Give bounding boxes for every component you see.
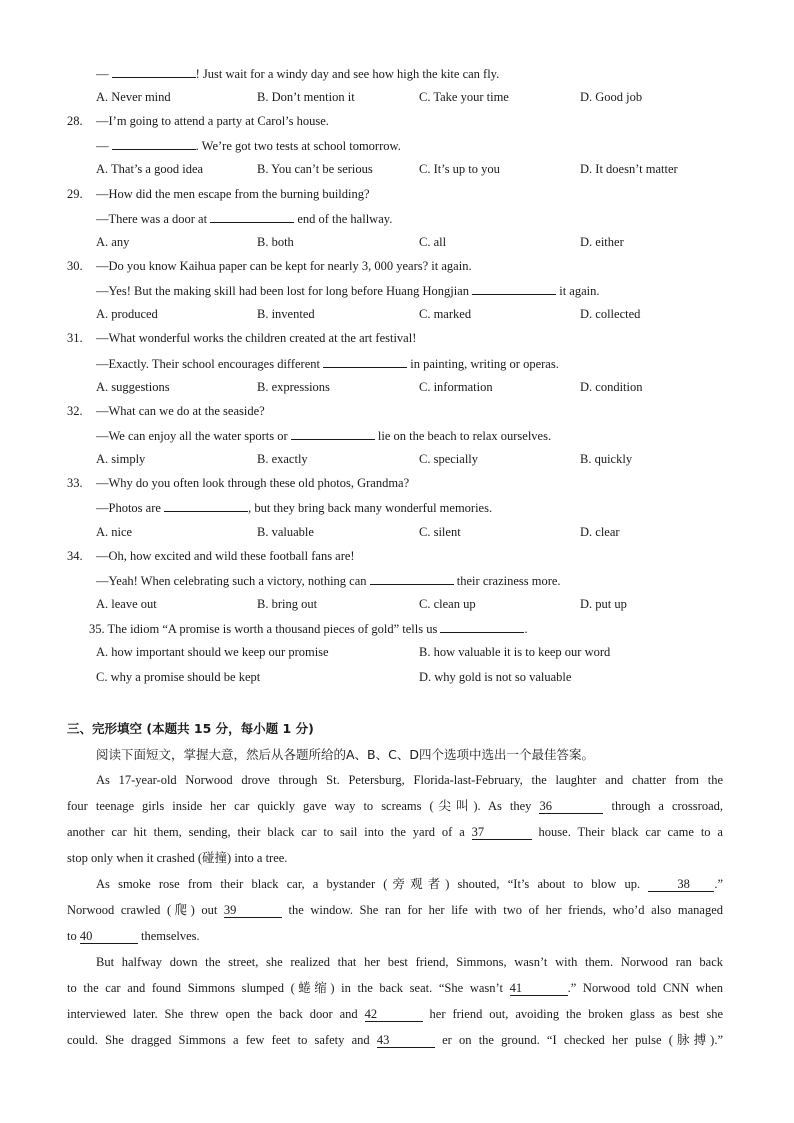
option-b: B. invented (257, 307, 315, 321)
answer-blank (210, 211, 294, 223)
question-number: 31. (67, 331, 83, 345)
option-b: B. valuable (257, 525, 314, 539)
passage-paragraph-3 (67, 949, 723, 1053)
option-d: D. either (580, 235, 624, 249)
passage-line: stop only when it crashed (碰撞) into a tree. (67, 851, 288, 865)
option-b: B. how valuable it is to keep our word (419, 645, 611, 659)
answer-blank (370, 573, 454, 585)
passage-line: As 17-year-old Norwood drove through St. Petersburg, Florida-last-February, the laughter and chatter from the (96, 773, 723, 787)
option-d: D. Good job (580, 90, 643, 104)
question-line-1: —Do you know Kaihua paper can be kept for nearly 3, 000 years? it again. (96, 259, 472, 273)
passage-line: another car hit them, sending, their black car to sail into the yard of a 37 house. Their black car came to a (67, 825, 723, 839)
question-line-1: —What can we do at the seaside? (96, 404, 265, 418)
question-number: 30. (67, 259, 83, 273)
option-c: C. silent (419, 525, 461, 539)
answer-blank (291, 428, 375, 440)
option-c: C. Take your time (419, 90, 509, 104)
question-number: 28. (67, 114, 83, 128)
passage-line: But halfway down the street, she realized that her best friend, Simmons, wasn’t with them. Norwood ran back (96, 955, 723, 969)
blank-41: 41 (510, 981, 568, 996)
option-c: C. clean up (419, 597, 476, 611)
question-line-1: —Oh, how excited and wild these football fans are! (96, 549, 355, 563)
option-d: D. collected (580, 307, 641, 321)
blank-39: 39 (224, 903, 282, 918)
option-a: A. simply (96, 452, 146, 466)
passage-line: four teenage girls inside her car quickly gave way to screams (尖叫). As they 36 through a crossroad, (67, 799, 723, 813)
passage-line: As smoke rose from their black car, a bystander (旁观者) shouted, “It’s about to blow up. 38 .” (96, 877, 723, 891)
passage-line: could. She dragged Simmons a few feet to safety and 43 er on the ground. “I checked her pulse (脉搏).” (67, 1033, 723, 1047)
question-number: 33. (67, 476, 83, 490)
passage-line: to the car and found Simmons slumped (蜷缩) in the back seat. “She wasn’t 41 .” Norwood told CNN when (67, 981, 723, 995)
option-b: B. You can’t be serious (257, 162, 373, 176)
option-a: A. Never mind (96, 90, 171, 104)
answer-blank (112, 138, 196, 150)
option-b: B. Don’t mention it (257, 90, 355, 104)
option-d: D. condition (580, 380, 643, 394)
option-b: B. bring out (257, 597, 318, 611)
option-a: A. how important should we keep our promise (96, 645, 329, 659)
question-number: 29. (67, 187, 83, 201)
option-c: C. all (419, 235, 447, 249)
option-b: B. exactly (257, 452, 308, 466)
question-line-1: —Why do you often look through these old photos, Grandma? (96, 476, 410, 490)
question-line-2: —Yeah! When celebrating such a victory, nothing can their craziness more. (96, 574, 561, 588)
question-27-text: ! Just wait for a windy day and see how high the kite can fly. (195, 67, 500, 81)
option-a: A. any (96, 235, 130, 249)
option-d: B. quickly (580, 452, 633, 466)
option-a: A. That’s a good idea (96, 162, 204, 176)
question-line-2: —Photos are , but they bring back many wonderful memories. (96, 501, 493, 515)
option-c: C. It’s up to you (419, 162, 500, 176)
question-27-line (96, 66, 499, 82)
answer-blank (323, 356, 407, 368)
section-instruction: 阅读下面短文，掌握大意，然后从各题所给的A、B、C、D四个选项中选出一个最佳答案。 (96, 747, 594, 762)
question-number: 34. (67, 549, 83, 563)
option-d: D. clear (580, 525, 620, 539)
blank-38: 38 (648, 877, 714, 892)
question-line-1: —What wonderful works the children created at the art festival! (96, 331, 417, 345)
option-d: D. It doesn’t matter (580, 162, 678, 176)
question-35-line: 35. The idiom “A promise is worth a thousand pieces of gold” tells us . (89, 622, 528, 636)
answer-blank (164, 500, 248, 512)
blank-42: 42 (365, 1007, 423, 1022)
option-c: C. specially (419, 452, 479, 466)
question-line-2: —Yes! But the making skill had been lost for long before Huang Hongjian it again. (96, 284, 600, 298)
option-c: C. marked (419, 307, 472, 321)
blank-43: 43 (377, 1033, 435, 1048)
answer-blank (472, 283, 556, 295)
question-line-2: —There was a door at end of the hallway. (96, 212, 393, 226)
blank-36: 36 (539, 799, 603, 814)
option-b: B. both (257, 235, 294, 249)
passage-line: Norwood crawled (爬) out 39 the window. She ran for her life with two of her friends, who’d also managed (67, 903, 723, 917)
option-c: C. why a promise should be kept (96, 670, 261, 684)
question-number: 32. (67, 404, 83, 418)
passage-paragraph-1 (67, 767, 723, 871)
option-a: A. suggestions (96, 380, 170, 394)
question-line-2: —Exactly. Their school encourages different in painting, writing or operas. (96, 357, 559, 371)
answer-blank (112, 66, 196, 78)
question-line-2: — . We’re got two tests at school tomorrow. (96, 139, 401, 153)
section-heading: 三、完形填空 (本题共 15 分，每小题 1 分) (67, 721, 314, 736)
question-line-1: —How did the men escape from the burning building? (96, 187, 370, 201)
question-line-2: —We can enjoy all the water sports or lie on the beach to relax ourselves. (96, 429, 552, 443)
blank-40: 40 (80, 929, 138, 944)
option-b: B. expressions (257, 380, 330, 394)
option-d: D. put up (580, 597, 627, 611)
blank-37: 37 (472, 825, 532, 840)
passage-line: interviewed later. She threw open the back door and 42 her friend out, avoiding the broken glass as best she (67, 1007, 723, 1021)
passage-paragraph-2 (67, 871, 723, 949)
passage-line: to 40 themselves. (67, 929, 200, 943)
option-c: C. information (419, 380, 493, 394)
option-d: D. why gold is not so valuable (419, 670, 572, 684)
answer-blank (440, 621, 524, 633)
question-line-1: —I’m going to attend a party at Carol’s house. (96, 114, 329, 128)
question-27-prefix: — (96, 67, 112, 81)
option-a: A. produced (96, 307, 158, 321)
option-a: A. leave out (96, 597, 157, 611)
option-a: A. nice (96, 525, 133, 539)
